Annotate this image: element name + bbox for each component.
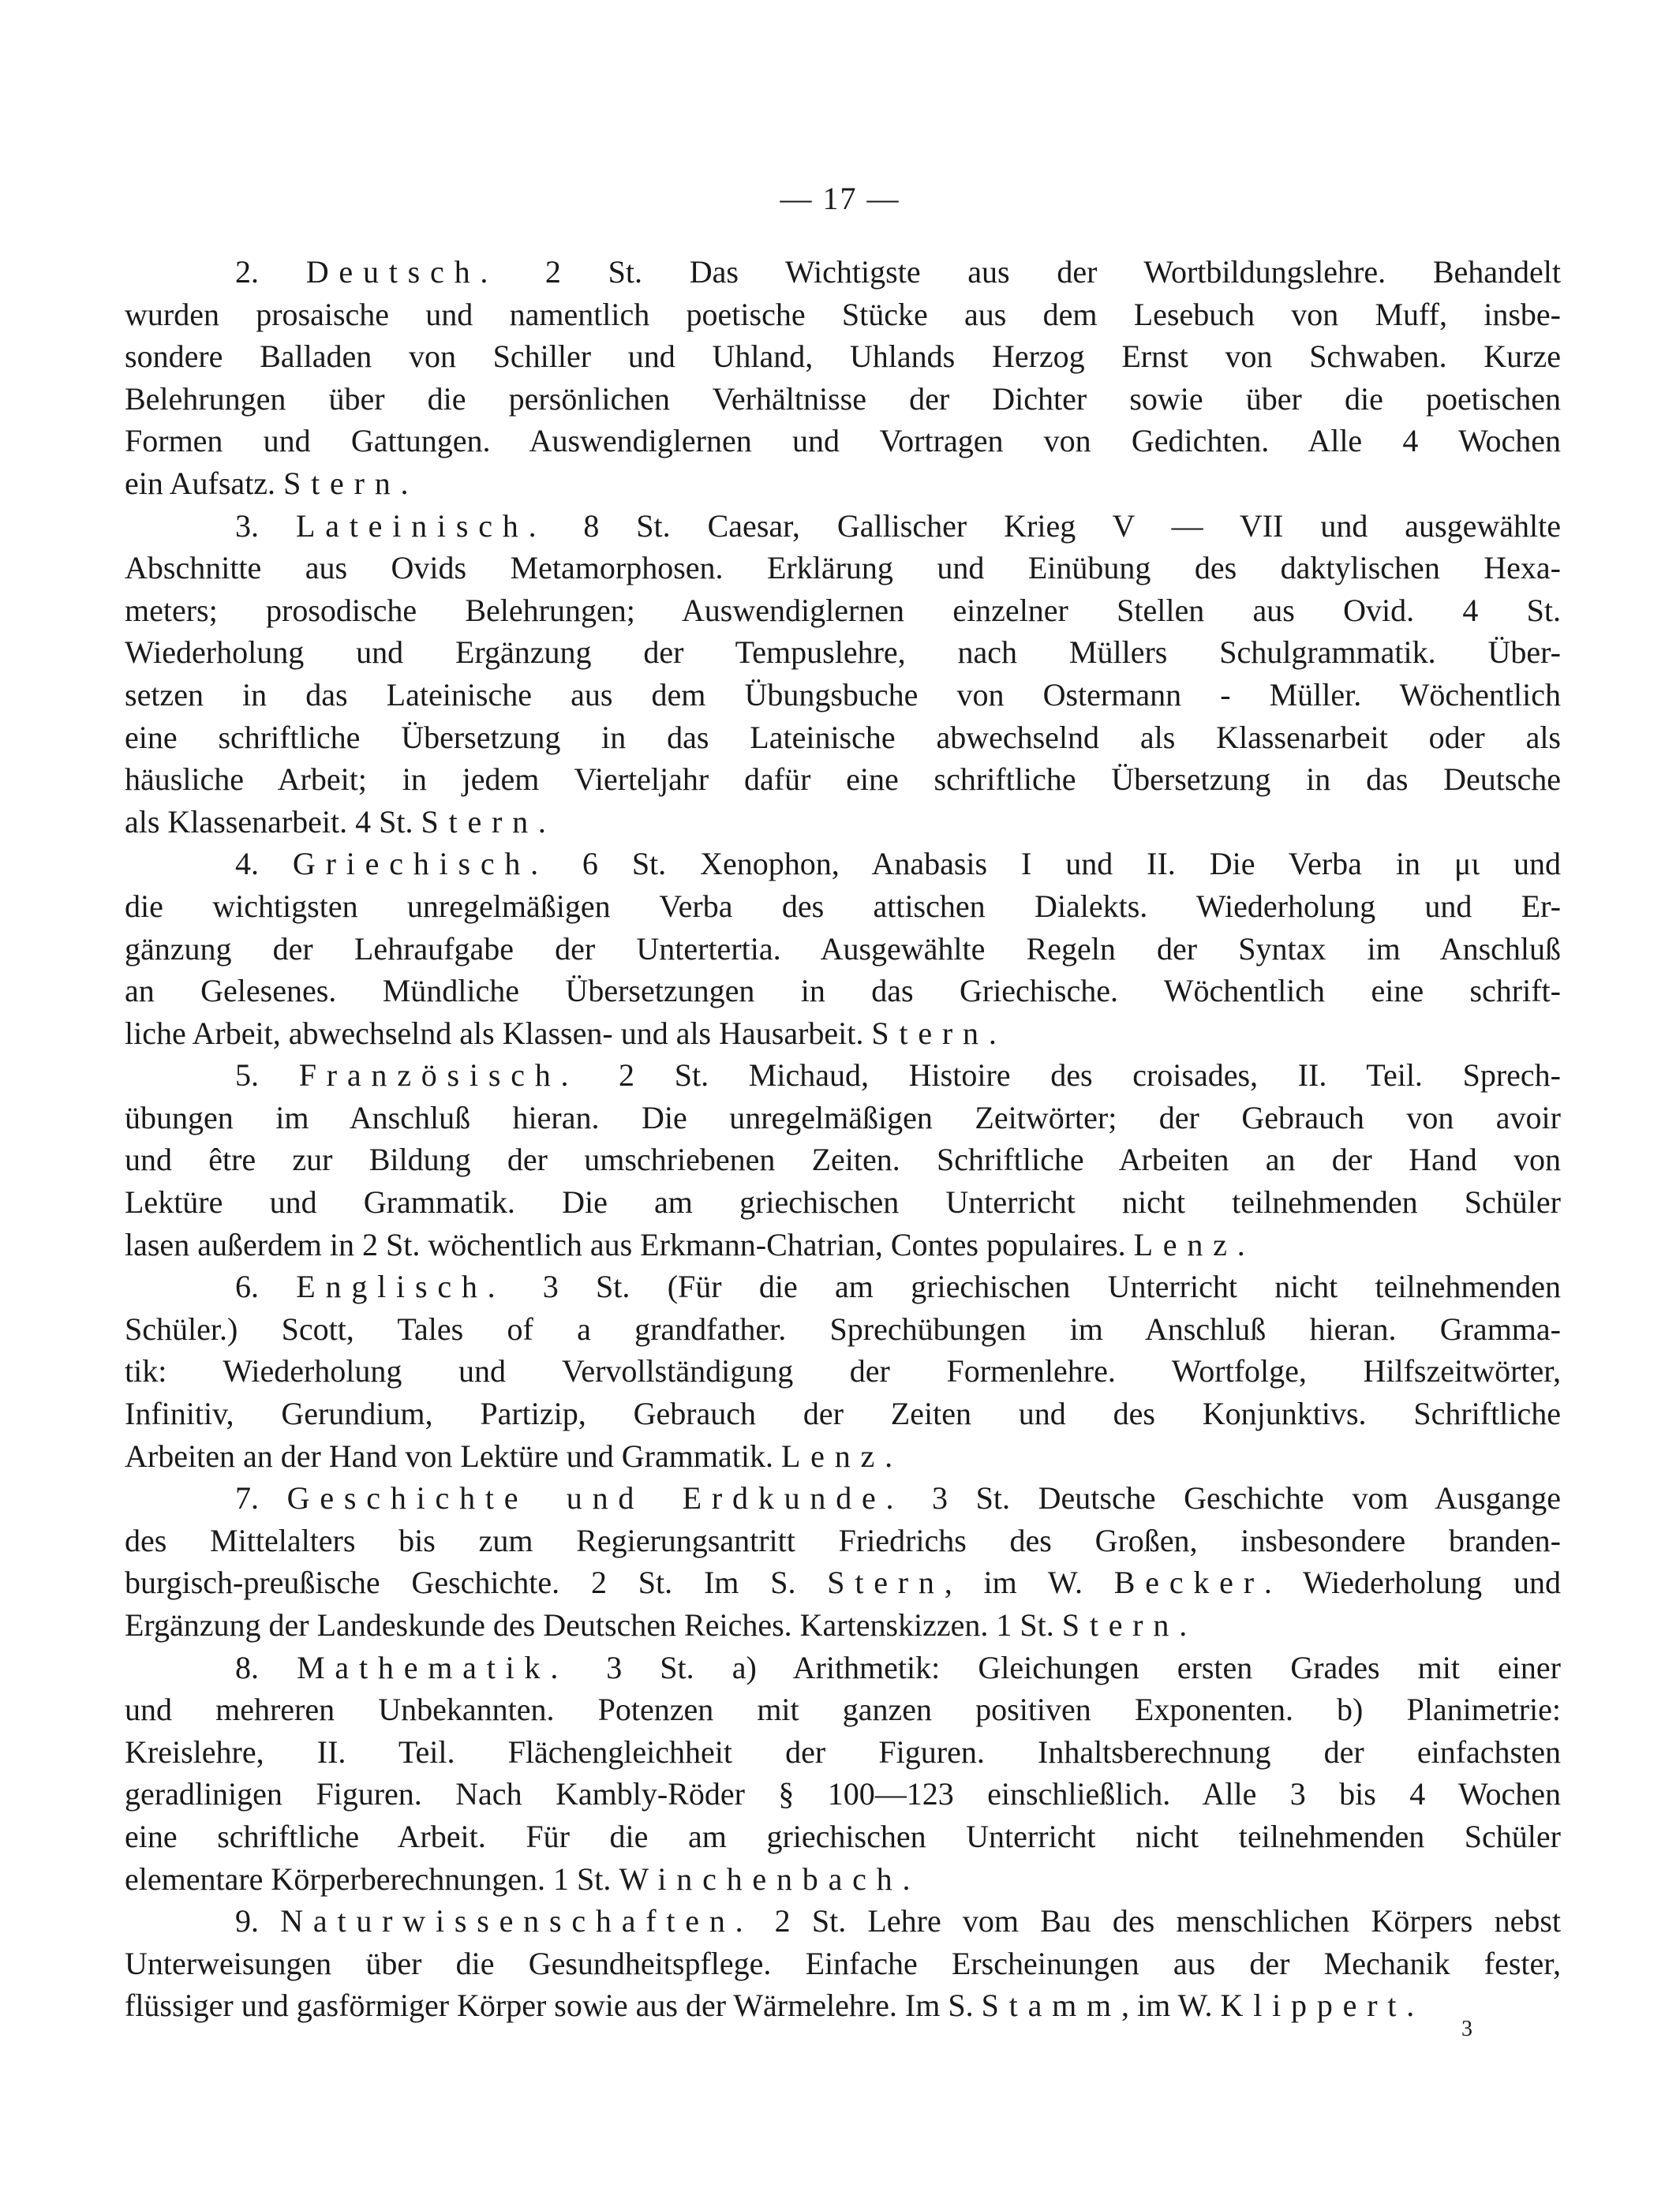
teacher-name: Stern. — [421, 803, 556, 840]
subject-section — [125, 1266, 1561, 1477]
text-line — [125, 378, 1561, 421]
text-line — [125, 758, 1561, 801]
line-text: 8 St. Caesar, Gallischer Krieg V — VII und ausgewählte — [546, 507, 1561, 544]
subject-heading: Lateinisch. — [295, 507, 547, 544]
line-text: Ergänzung der Landeskunde des Deutschen Reiches. Kartenskizzen. 1 St. — [125, 1607, 1062, 1643]
subject-section — [125, 843, 1561, 1054]
subject-heading: Griechisch. — [292, 846, 548, 882]
line-text: und mehreren Unbekannten. Potenzen mit ganzen positiven Exponenten. b) Planimetrie: — [125, 1692, 1561, 1728]
teacher-name: Becker — [1113, 1565, 1264, 1601]
line-text: Wiederholung und Ergänzung der Tempuslehre, nach Müllers Schulgrammatik. Über- — [125, 634, 1561, 671]
line-text: burgisch-preußische Geschichte. 2 St. Im S. — [125, 1565, 828, 1601]
line-text: an Gelesenes. Mündliche Übersetzungen in das Griechische. Wöchentlich eine schrift- — [125, 973, 1561, 1009]
text-line — [125, 505, 1561, 548]
subject-heading: Naturwissenschaften. — [280, 1903, 754, 1939]
text-line — [125, 1773, 1561, 1816]
text-line — [125, 1012, 1561, 1055]
text-line — [125, 1435, 1561, 1478]
line-text: und être zur Bildung der umschriebenen Zeiten. Schriftliche Arbeiten an der Hand von — [125, 1142, 1561, 1178]
subject-heading: Englisch. — [296, 1269, 506, 1305]
text-line — [125, 335, 1561, 378]
line-text: Unterweisungen über die Gesundheitspflege. Einfache Erscheinungen aus der Mechanik fester, — [125, 1945, 1561, 1981]
subject-heading: Deutsch. — [305, 254, 499, 290]
text-line — [125, 1224, 1561, 1266]
line-text: liche Arbeit, abwechselnd als Klassen- und als Hausarbeit. — [125, 1015, 872, 1051]
page-number: — 17 — — [780, 181, 900, 216]
teacher-name: Stamm — [981, 1988, 1121, 2024]
text-line — [125, 1139, 1561, 1181]
subject-section — [125, 1477, 1561, 1646]
line-text: , im W. — [1121, 1988, 1221, 2024]
text-line — [125, 843, 1561, 885]
line-text: Kreislehre, II. Teil. Flächengleichheit der Figuren. Inhaltsberechnung der einfachsten — [125, 1733, 1561, 1770]
text-line — [125, 420, 1561, 462]
teacher-name: Stern — [827, 1565, 945, 1601]
text-line — [125, 1308, 1561, 1351]
teacher-name: Stern. — [1061, 1607, 1198, 1643]
line-text: sondere Balladen von Schiller und Uhland, Uhlands Herzog Ernst von Schwaben. Kurze — [125, 338, 1561, 375]
section-number: 3. — [235, 507, 296, 544]
text-line — [125, 1097, 1561, 1139]
teacher-name: Lenz. — [780, 1438, 903, 1474]
line-text: eine schriftliche Arbeit. Für die am griechischen Unterricht nicht teilnehmenden Schüler — [125, 1818, 1561, 1854]
line-text: Arbeiten an der Hand von Lektüre und Grammatik. — [125, 1438, 781, 1474]
text-line — [125, 1477, 1561, 1520]
line-text: die wichtigsten unregelmäßigen Verba des attischen Dialekts. Wiederholung und Er- — [125, 888, 1561, 924]
line-text: 6 St. Xenophon, Anabasis I und II. Die Verba in μι und — [548, 846, 1562, 882]
section-number: 4. — [235, 846, 293, 882]
section-number: 7. — [235, 1480, 287, 1516]
subject-section — [125, 1054, 1561, 1266]
line-text: gänzung der Lehraufgabe der Untertertia. Ausgewählte Regeln der Syntax im Anschluß — [125, 930, 1561, 967]
line-text: elementare Körperberechnungen. 1 St. — [125, 1861, 619, 1897]
text-line — [125, 928, 1561, 970]
text-line — [125, 1181, 1561, 1224]
text-line — [125, 1054, 1561, 1097]
text-line — [125, 589, 1561, 632]
line-text: Formen und Gattungen. Auswendiglernen und Vortragen von Gedichten. Alle 4 Wochen — [125, 423, 1561, 459]
line-text: Lektüre und Grammatik. Die am griechischen Unterricht nicht teilnehmenden Schüler — [125, 1184, 1561, 1221]
section-number: 9. — [235, 1903, 281, 1939]
subject-section — [125, 1900, 1561, 2027]
text-line — [125, 885, 1561, 928]
line-text: 3 St. (Für die am griechischen Unterricht nicht teilnehmenden — [505, 1269, 1562, 1305]
text-line — [125, 1393, 1561, 1435]
line-text: 3 St. a) Arithmetik: Gleichungen ersten Grades mit einer — [568, 1649, 1562, 1685]
subject-section — [125, 1647, 1561, 1901]
subject-heading: Geschichte und Erdkunde. — [286, 1480, 904, 1516]
teacher-name: Stern. — [871, 1015, 1007, 1051]
teacher-name: Winchenbach. — [619, 1861, 921, 1897]
subject-heading: Mathematik. — [297, 1649, 569, 1685]
text-line — [125, 1816, 1561, 1858]
line-text: Schüler.) Scott, Tales of a grandfather. Sprechübungen im Anschluß hieran. Gramma- — [125, 1311, 1561, 1347]
line-text: des Mittelalters bis zum Regierungsantritt Friedrichs des Großen, insbesondere branden- — [125, 1522, 1561, 1558]
text-line — [125, 547, 1561, 589]
line-text: geradlinigen Figuren. Nach Kambly-Röder § 100—123 einschließlich. Alle 3 bis 4 Wochen — [125, 1776, 1561, 1812]
text-line — [125, 462, 1561, 505]
line-text: meters; prosodische Belehrungen; Auswendiglernen einzelner Stellen aus Ovid. 4 St. — [125, 592, 1561, 628]
line-text: eine schriftliche Übersetzung in das Lateinische abwechselnd als Klassenarbeit oder als — [125, 719, 1561, 755]
section-number: 2. — [235, 254, 306, 290]
subject-section — [125, 251, 1561, 505]
text-line — [125, 801, 1561, 843]
text-line — [125, 1943, 1561, 1985]
teacher-name: Lenz. — [1133, 1226, 1255, 1262]
section-number: 5. — [235, 1057, 299, 1094]
text-line — [125, 1900, 1561, 1943]
text-line — [125, 716, 1561, 759]
line-text: lasen außerdem in 2 St. wöchentlich aus Erkmann-Chatrian, Contes populaires. — [125, 1226, 1134, 1262]
section-number: 6. — [235, 1269, 297, 1305]
section-number: 8. — [235, 1649, 297, 1685]
subject-section — [125, 505, 1561, 843]
line-text: 2 St. Lehre vom Bau des menschlichen Körpers nebst — [753, 1903, 1562, 1939]
line-text: Infinitiv, Gerundium, Partizip, Gebrauch der Zeiten und des Konjunktivs. Schriftliche — [125, 1396, 1561, 1432]
line-text: 3 St. Deutsche Geschichte vom Ausgange — [904, 1480, 1562, 1516]
text-line — [125, 294, 1561, 336]
line-text: als Klassenarbeit. 4 St. — [125, 803, 421, 840]
text-line — [125, 631, 1561, 674]
text-line — [125, 251, 1561, 294]
line-text: häusliche Arbeit; in jedem Vierteljahr dafür eine schriftliche Übersetzung in das Deutsche — [125, 761, 1561, 798]
line-text: . Wiederholung und — [1263, 1565, 1561, 1601]
text-line — [125, 1731, 1561, 1774]
text-line — [125, 1266, 1561, 1308]
text-line — [125, 1520, 1561, 1562]
text-line — [125, 1984, 1561, 2027]
text-line — [125, 1350, 1561, 1393]
teacher-name: Stern. — [283, 465, 419, 501]
teacher-name: Klippert — [1220, 1988, 1407, 2024]
line-text: übungen im Anschluß hieran. Die unregelmäßigen Zeitwörter; der Gebrauch von avoir — [125, 1099, 1561, 1135]
text-line — [125, 1604, 1561, 1647]
line-text: flüssiger und gasförmiger Körper sowie aus der Wärmelehre. Im S. — [125, 1988, 982, 2024]
line-text: 2 St. Das Wichtigste aus der Wortbildungslehre. Behandelt — [498, 254, 1561, 290]
line-text: setzen in das Lateinische aus dem Übungsbuche von Ostermann - Müller. Wöchentlich — [125, 676, 1561, 712]
line-text: , im W. — [944, 1565, 1114, 1601]
text-line — [125, 1858, 1561, 1901]
curriculum-text — [125, 251, 1561, 2027]
subject-heading: Französisch. — [298, 1057, 579, 1094]
text-line — [125, 1647, 1561, 1689]
text-line — [125, 1689, 1561, 1731]
text-line — [125, 674, 1561, 716]
line-text: 2 St. Michaud, Histoire des croisades, II. Teil. Sprech- — [578, 1057, 1562, 1094]
line-text: . — [1406, 1988, 1415, 2024]
line-text: ein Aufsatz. — [125, 465, 284, 501]
line-text: Belehrungen über die persönlichen Verhältnisse der Dichter sowie über die poetischen — [125, 380, 1561, 417]
text-line — [125, 1561, 1561, 1604]
text-line — [125, 970, 1561, 1012]
line-text: Abschnitte aus Ovids Metamorphosen. Erklärung und Einübung des daktylischen Hexa- — [125, 550, 1561, 586]
sheet-signature-mark: 3 — [1461, 2017, 1472, 2041]
line-text: tik: Wiederholung und Vervollständigung der Formenlehre. Wortfolge, Hilfszeitwörter, — [125, 1353, 1561, 1389]
line-text: wurden prosaische und namentlich poetische Stücke aus dem Lesebuch von Muff, insbe- — [125, 296, 1561, 332]
